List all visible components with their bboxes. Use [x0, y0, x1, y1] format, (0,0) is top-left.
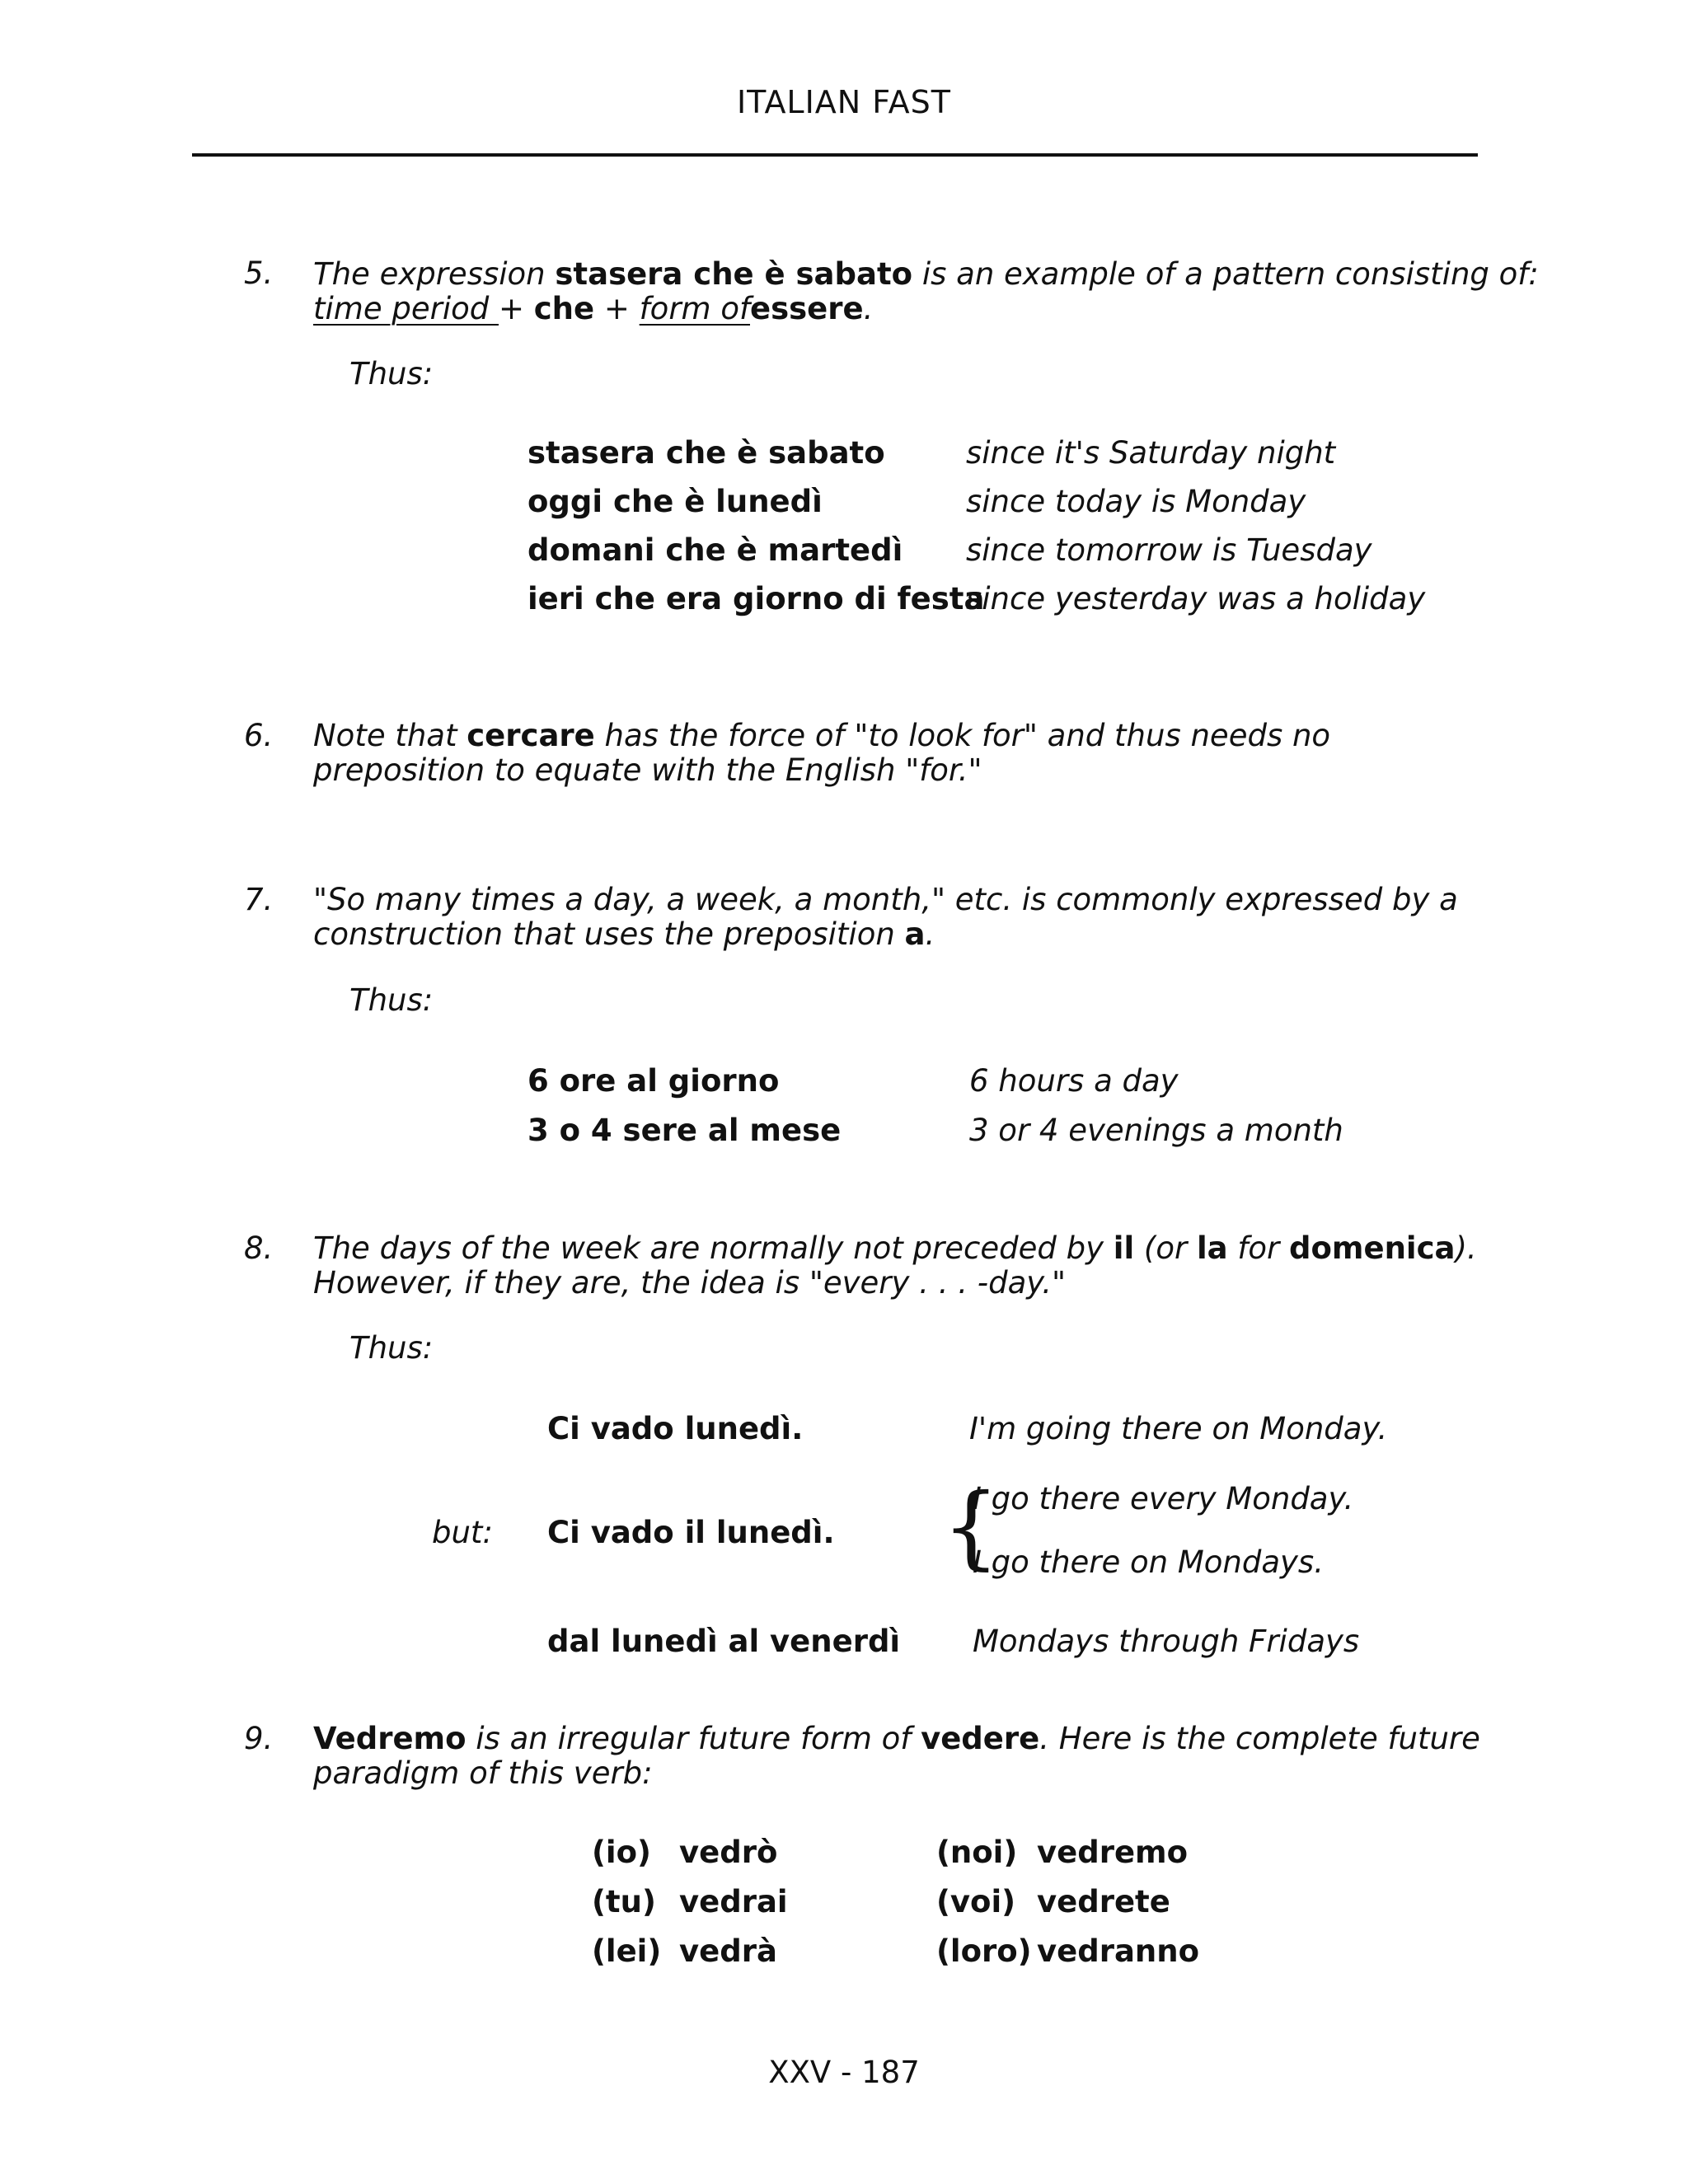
note-8-number: 8.	[244, 1230, 274, 1266]
note-5-example-en: since tomorrow is Tuesday	[966, 532, 1372, 568]
paradigm-form: vedremo	[1037, 1835, 1189, 1870]
note-7-number: 7.	[244, 882, 274, 917]
note-7-thus: Thus:	[349, 982, 434, 1018]
note-5-line-2	[313, 292, 873, 326]
note-5-example-en: since yesterday was a holiday	[966, 581, 1426, 616]
note-8-example-it: Ci vado il lunedì.	[547, 1515, 835, 1550]
note-8-example-it: Ci vado lunedì.	[547, 1411, 804, 1446]
note-5-text: The expression	[313, 256, 556, 292]
note-9-term: vedere	[921, 1721, 1040, 1756]
note-5-term: stasera che è sabato	[555, 256, 913, 292]
note-5-example-it: domani che è martedì	[528, 532, 903, 568]
paradigm-pronoun: (voi)	[936, 1884, 1016, 1919]
note-5-text: +	[594, 291, 640, 326]
note-8-text: (or	[1134, 1230, 1197, 1266]
paradigm-pronoun: (io)	[592, 1835, 651, 1870]
note-8-example-en: I go there on Mondays.	[973, 1544, 1324, 1580]
page-number: XXV - 187	[768, 2055, 920, 2090]
note-6-text: has the force of "to look for" and thus needs no	[594, 718, 1331, 753]
note-8-text: The days of the week are normally not preceded by	[313, 1230, 1114, 1266]
paradigm-form: vedrete	[1037, 1884, 1170, 1919]
header-rule	[192, 153, 1478, 157]
note-5-example-it: ieri che era giorno di festa	[528, 581, 985, 616]
note-5-text: is an example of a pattern consisting of:	[912, 256, 1539, 292]
note-7-example-it: 3 o 4 sere al mese	[528, 1113, 842, 1148]
paradigm-pronoun: (loro)	[936, 1933, 1032, 1969]
paradigm-form: vedranno	[1037, 1933, 1200, 1969]
note-5-example-en: since today is Monday	[966, 484, 1306, 519]
note-8-thus: Thus:	[349, 1330, 434, 1366]
note-5-line-1	[313, 257, 1539, 292]
note-8-text: for	[1227, 1230, 1290, 1266]
note-5-thus: Thus:	[349, 356, 434, 391]
brace-symbol: {	[942, 1474, 1000, 1579]
note-7-line-2	[313, 917, 935, 952]
note-9-line-1	[313, 1722, 1480, 1756]
note-5-number: 5.	[244, 255, 274, 291]
note-5-example-en: since it's Saturday night	[966, 435, 1336, 471]
note-8-term: la	[1196, 1230, 1228, 1266]
paradigm-form: vedrà	[679, 1933, 777, 1969]
note-7-text: construction that uses the preposition	[313, 916, 905, 952]
note-6-number: 6.	[244, 718, 274, 753]
note-5-text: .	[863, 291, 874, 326]
note-8-example-en: I'm going there on Monday.	[969, 1411, 1388, 1446]
note-7-example-en: 6 hours a day	[969, 1063, 1179, 1099]
note-9-number: 9.	[244, 1721, 274, 1756]
note-5-underlined: time period	[313, 291, 499, 326]
paradigm-pronoun: (noi)	[936, 1835, 1018, 1870]
paradigm-form: vedrò	[679, 1835, 778, 1870]
note-5-example-it: oggi che è lunedì	[528, 484, 823, 519]
paradigm-pronoun: (tu)	[592, 1884, 656, 1919]
note-6-text: Note that	[313, 718, 467, 753]
note-8-line-1	[313, 1231, 1477, 1266]
note-8-line-2: However, if they are, the idea is "every . . . -day."	[313, 1265, 1067, 1301]
note-9-line-2: paradigm of this verb:	[313, 1755, 653, 1791]
note-5-term: essere	[750, 291, 864, 326]
note-7-line-1: "So many times a day, a week, a month," etc. is commonly expressed by a	[313, 882, 1458, 917]
paradigm-form: vedrai	[679, 1884, 788, 1919]
note-8-term: il	[1113, 1230, 1135, 1266]
note-6-term: cercare	[467, 718, 595, 753]
note-9-text: is an irregular future form of	[466, 1721, 921, 1756]
paradigm-pronoun: (lei)	[592, 1933, 662, 1969]
note-6-line-1	[313, 719, 1484, 753]
note-5-underlined: form of	[639, 291, 750, 326]
note-7-example-it: 6 ore al giorno	[528, 1063, 780, 1099]
note-8-term: domenica	[1289, 1230, 1456, 1266]
note-6-line-2: preposition to equate with the English "for."	[313, 752, 982, 788]
note-7-term: a	[904, 916, 926, 952]
note-5-term: che	[533, 291, 595, 326]
note-7-text: .	[925, 916, 935, 952]
page-header: ITALIAN FAST	[736, 84, 952, 120]
note-9-term: Vedremo	[313, 1721, 467, 1756]
note-7-example-en: 3 or 4 evenings a month	[969, 1113, 1343, 1148]
note-8-example-en: I go there every Monday.	[973, 1481, 1354, 1516]
note-8-text: ).	[1455, 1230, 1477, 1266]
note-8-example-it: dal lunedì al venerdì	[547, 1624, 901, 1659]
note-8-but-label: but:	[432, 1515, 493, 1550]
note-9-text: . Here is the complete future	[1039, 1721, 1480, 1756]
note-5-example-it: stasera che è sabato	[528, 435, 885, 471]
note-8-example-en: Mondays through Fridays	[973, 1624, 1360, 1659]
note-5-text: +	[498, 291, 534, 326]
